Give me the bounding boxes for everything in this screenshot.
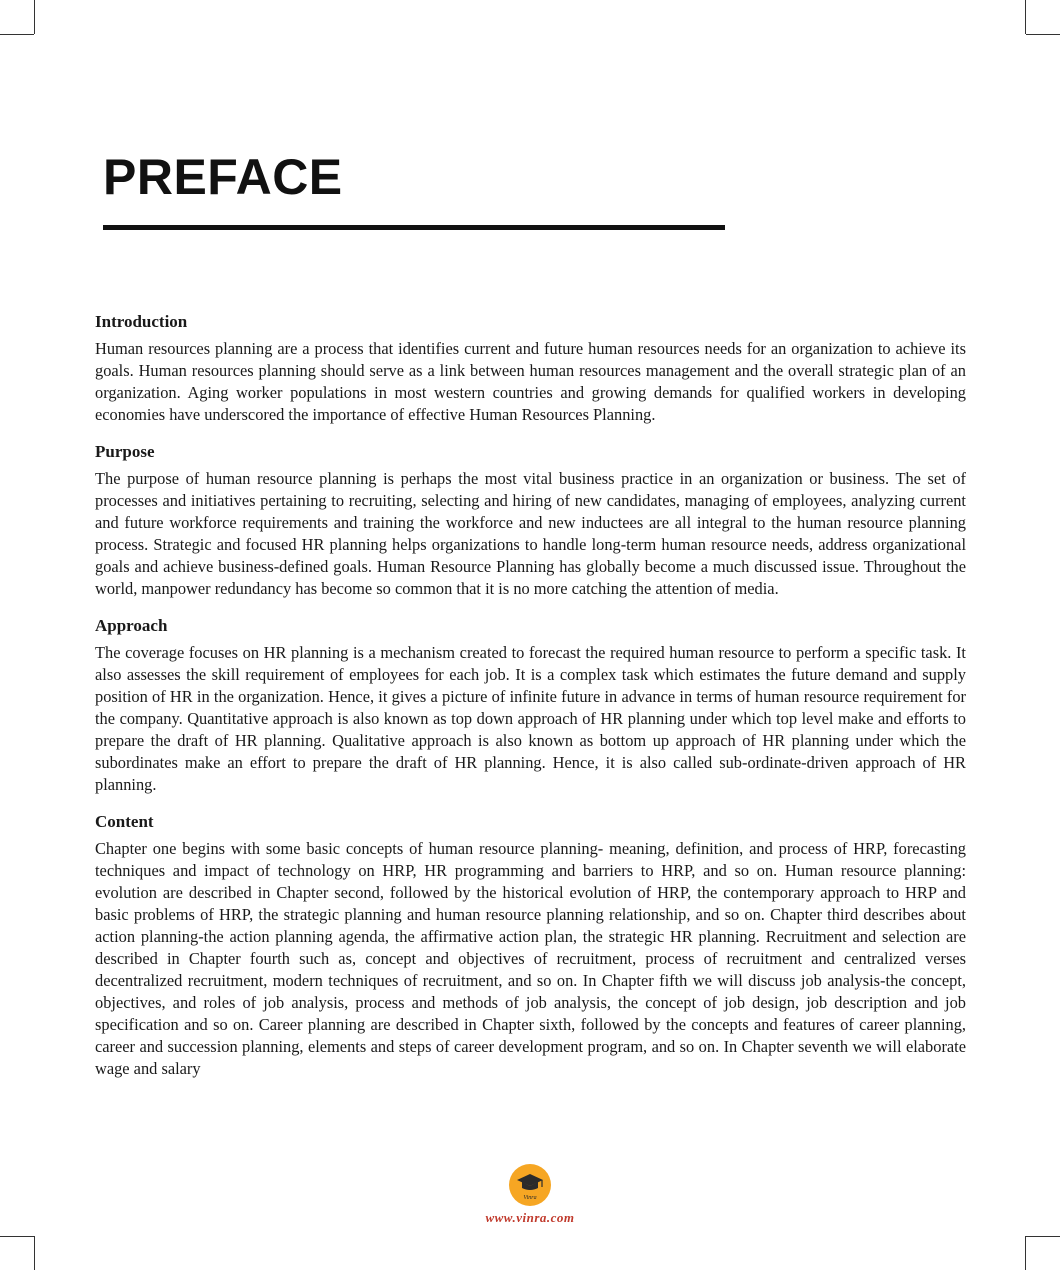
section-paragraph: The purpose of human resource planning is perhaps the most vital business practice in an organization or business. The set of processes and initiatives pertaining to recruiting, selecting and hiring of new candidates, managing of employees, analyzing current and future workforce requirements and training the workforce and new inductees are all integral to the human resource planning process. Strategic and focused HR planning helps organizations to handle long-term human resource needs, address organizational goals and achieve business-defined goals. Human Resource Planning has globally become a much discussed issue. Throughout the world, manpower redundancy has become so common that it is no more catching the attention of media. xyxy=(95,469,966,598)
section-heading: Approach xyxy=(95,616,168,635)
crop-mark xyxy=(1026,34,1060,35)
page-footer xyxy=(0,1164,1060,1226)
crop-mark xyxy=(0,1236,34,1237)
crop-mark xyxy=(1025,0,1026,34)
title-underline xyxy=(103,225,725,230)
page-title: PREFACE xyxy=(103,149,343,205)
section-purpose xyxy=(95,440,966,600)
section-paragraph: Human resources planning are a process that identifies current and future human resources needs for an organization to achieve its goals. Human resources planning should serve as a link between human resources management and the overall strategic plan of an organization. Aging worker populations in most western countries and growing demands for qualified workers in developing economies have underscored the importance of effective Human Resources Planning. xyxy=(95,339,966,424)
crop-mark xyxy=(34,0,35,34)
preface-body xyxy=(95,310,966,1094)
website-url: www.vinra.com xyxy=(485,1210,575,1225)
section-paragraph: Chapter one begins with some basic concepts of human resource planning- meaning, definition, and process of HRP, forecasting techniques and impact of technology on HRP, HR programming and barriers to HRP, and so on. Human resource planning: evolution are described in Chapter second, followed by the historical evolution of HRP, the contemporary approach to HRP and basic problems of HRP, the strategic planning and human resource planning relationship, and so on. Chapter third describes about action planning-the action planning agenda, the affirmative action plan, the strategic HR planning. Recruitment and selection are described in Chapter fourth such as, concept and objectives of recruitment, process of recruitment and centralized verses decentralized recruitment, modern techniques of recruitment, and so on. In Chapter fifth we will discuss job analysis-the concept, objectives, and roles of job analysis, process and methods of job analysis, the concept of job design, job description and job specification and so on. Career planning are described in Chapter sixth, followed by the concepts and features of career planning, career and succession planning, elements and steps of career development program, and so on. In Chapter seventh we will elaborate wage and salary xyxy=(95,839,966,1078)
section-content xyxy=(95,810,966,1080)
section-heading: Purpose xyxy=(95,442,155,461)
section-heading: Content xyxy=(95,812,154,831)
section-introduction xyxy=(95,310,966,426)
section-paragraph: The coverage focuses on HR planning is a mechanism created to forecast the required human resource to perform a specific task. It also assesses the skill requirement of employees for each job. It is a complex task which estimates the future demand and supply position of HR in the organization. Hence, it gives a picture of infinite future in advance in terms of human resource requirement for the company. Quantitative approach is also known as top down approach of HR planning under which top level make and efforts to prepare the draft of HR planning. Qualitative approach is also known as bottom up approach of HR planning under which the subordinates make an effort to prepare the draft of HR planning. Hence, it is also called sub-ordinate-driven approach of HR planning. xyxy=(95,643,966,794)
graduation-cap-icon xyxy=(509,1164,551,1206)
section-heading: Introduction xyxy=(95,312,188,331)
vinra-logo xyxy=(509,1164,551,1206)
svg-text:Vinra: Vinra xyxy=(523,1195,537,1201)
crop-mark xyxy=(34,1236,35,1270)
crop-mark xyxy=(1026,1236,1060,1237)
section-approach xyxy=(95,614,966,796)
crop-mark xyxy=(0,34,34,35)
crop-mark xyxy=(1025,1236,1026,1270)
